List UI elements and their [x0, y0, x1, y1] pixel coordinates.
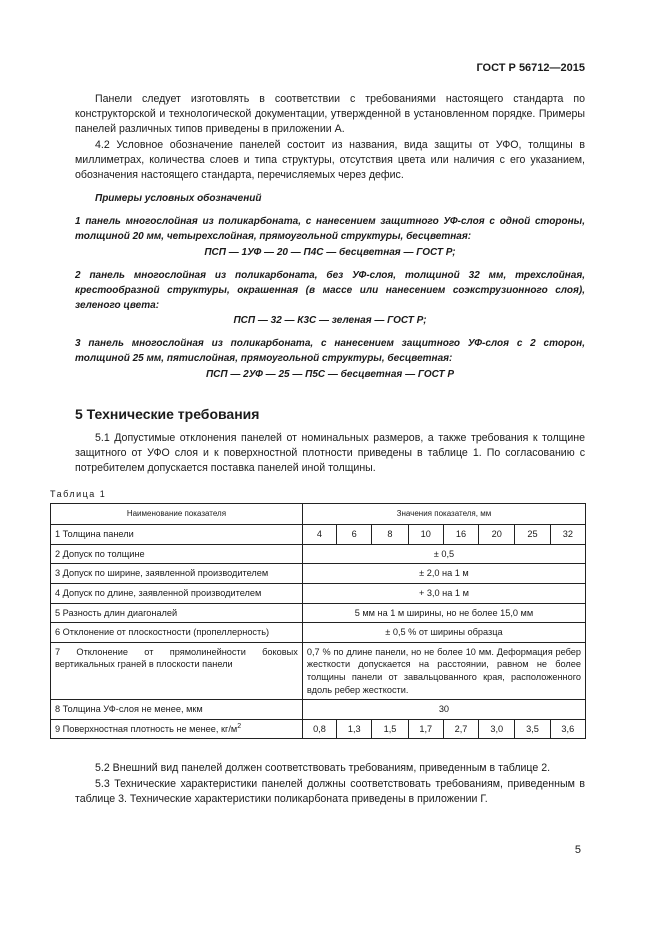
example-2-text: 2 панель многослойная из поликарбоната, без УФ-слоя, толщиной 32 мм, трехслойная, крестообразной структуры, окрашенная (в массе или нанесением соэкструзионного слоя), зеленого цвета:	[75, 270, 585, 311]
row-value: ± 0,5 % от ширины образца	[302, 623, 585, 643]
after-table-text	[75, 761, 585, 807]
density-cell: 1,3	[337, 719, 372, 739]
intro-paragraph-1: Панели следует изготовлять в соответствии с требованиями настоящего стандарта по конструкторской и технологической документации, утвержденной в установленном порядке. Примеры панелей различных типов приведены в приложении А.	[75, 93, 585, 136]
density-cell: 1,5	[372, 719, 408, 739]
density-cell: 3,0	[479, 719, 515, 739]
table-header-row	[51, 503, 586, 525]
thickness-cell: 16	[443, 525, 478, 545]
thickness-cell: 4	[302, 525, 336, 545]
clause-5-2: 5.2 Внешний вид панелей должен соответствовать требованиям, приведенным в таблице 2.	[95, 762, 551, 775]
example-2-formula: ПСП — 32 — К3С — зеленая — ГОСТ Р;	[233, 315, 427, 327]
example-3-text: 3 панель многослойная из поликарбоната, с нанесением защитного УФ-слоя с 2 сторон, толщиной 25 мм, пятислойная, прямоугольной структуры, бесцветная:	[75, 338, 585, 365]
table-row	[51, 544, 586, 564]
density-cell: 0,8	[302, 719, 336, 739]
density-cell: 2,7	[443, 719, 478, 739]
table-row	[51, 719, 586, 739]
clause-5-3: 5.3 Технические характеристики панелей должны соответствовать требованиям, приведенным в таблице 3. Технические характеристики поликарбоната приведены в приложении Г.	[75, 777, 585, 805]
clause-5-1: 5.1 Допустимые отклонения панелей от номинальных размеров, а также требования к толщине защитного от УФО слоя и к поверхностной плотности приведены в таблице 1. По согласованию с потребителем допускается поставка панелей иной толщины.	[75, 432, 585, 475]
page-number: 5	[574, 844, 581, 856]
density-cell: 1,7	[408, 719, 443, 739]
example-3-formula: ПСП — 2УФ — 25 — П5С — бесцветная — ГОСТ Р	[205, 369, 455, 380]
unit-superscript: 2	[237, 722, 242, 730]
row-name: 4 Допуск по длине, заявленной производителем	[51, 583, 303, 603]
row-name: 6 Отклонение от плоскостности (пропеллерность)	[51, 623, 303, 643]
table-row	[51, 564, 586, 584]
table-row	[51, 623, 586, 643]
row-value: 30	[302, 700, 585, 720]
row-name: 5 Разность длин диагоналей	[51, 603, 303, 623]
row-name: 3 Допуск по ширине, заявленной производителем	[51, 564, 303, 584]
row-value: ± 0,5	[302, 544, 585, 564]
row-value: 5 мм на 1 м ширины, но не более 15,0 мм	[302, 603, 585, 623]
row-value: 0,7 % по длине панели, но не более 10 мм. Деформация ребер жесткости допускается на расстоянии, равном не более толщины панели от завальцованного края, расположенного вдоль ребер жесткости.	[302, 642, 585, 699]
table-row	[51, 700, 586, 720]
row-name: 2 Допуск по толщине	[51, 544, 303, 564]
section-5-title: 5 Технические требования	[75, 406, 260, 422]
thickness-cell: 6	[337, 525, 372, 545]
document-number: ГОСТ Р 56712—2015	[476, 62, 585, 74]
density-cell: 3,5	[515, 719, 550, 739]
density-cell: 3,6	[550, 719, 585, 739]
example-1-formula: ПСП — 1УФ — 20 — П4С — бесцветная — ГОСТ Р;	[204, 247, 456, 259]
row-name	[51, 719, 303, 739]
thickness-cell: 25	[515, 525, 550, 545]
table-row	[51, 642, 586, 699]
thickness-cell: 8	[372, 525, 408, 545]
row-value: ± 2,0 на 1 м	[302, 564, 585, 584]
row-value: + 3,0 на 1 м	[302, 583, 585, 603]
row-name: 1 Толщина панели	[51, 525, 303, 545]
examples-heading: Примеры условных обозначений	[95, 193, 262, 205]
thickness-cell: 20	[479, 525, 515, 545]
row-name: 8 Толщина УФ-слоя не менее, мкм	[51, 700, 303, 720]
table-row	[51, 583, 586, 603]
header-name: Наименование показателя	[51, 503, 303, 525]
table-caption: Таблица 1	[50, 488, 107, 499]
page-content	[50, 92, 585, 807]
clause-4-2: 4.2 Условное обозначение панелей состоит из названия, вида защиты от УФО, толщины в миллиметрах, количества слоев и типа структуры, отсутствия цвета или наличия с его указанием, обозначения настоящего стандарта, перечисляемых через дефис.	[75, 138, 585, 182]
row-name: 7 Отклонение от прямолинейности боковых вертикальных граней в плоскости панели	[51, 642, 303, 699]
table-row	[51, 603, 586, 623]
header-values: Значения показателя, мм	[302, 503, 585, 525]
row-name-text: 9 Поверхностная плотность не менее, кг/м	[55, 723, 238, 734]
table-1	[50, 503, 586, 740]
table-row	[51, 525, 586, 545]
example-1-text: 1 панель многослойная из поликарбоната, с нанесением защитного УФ-слоя с одной стороны, толщиной 20 мм, четырехслойная, прямоугольной структуры, бесцветная:	[75, 216, 585, 243]
thickness-cell: 10	[408, 525, 443, 545]
thickness-cell: 32	[550, 525, 585, 545]
